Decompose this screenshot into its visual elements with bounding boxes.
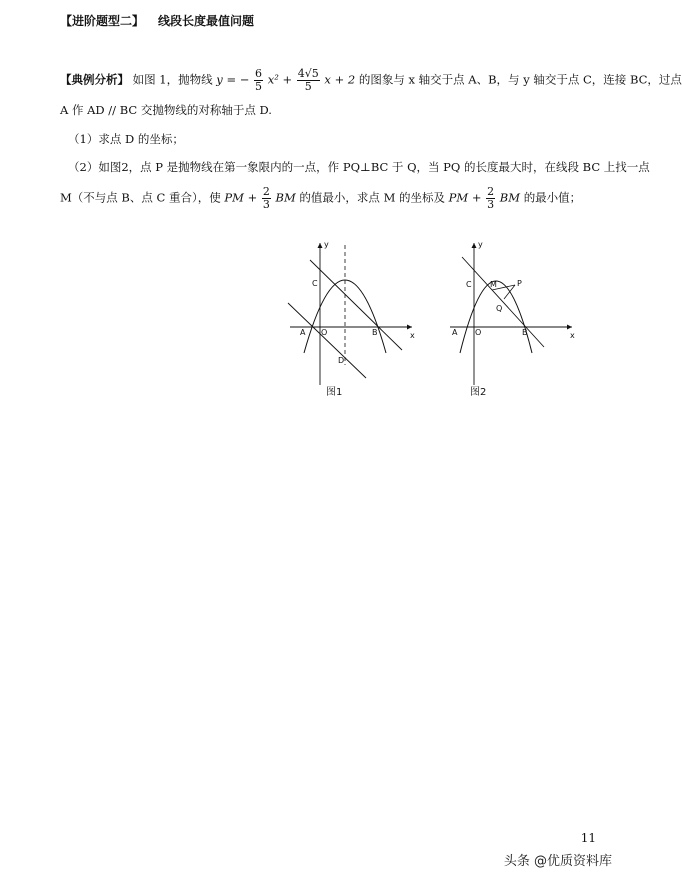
frac-den: 3 <box>262 198 270 211</box>
label-a: A <box>300 328 306 337</box>
expr-pm: PM + <box>224 190 258 205</box>
x-axis-arrow <box>407 325 412 330</box>
y-axis-arrow <box>318 243 323 248</box>
frac-num: 2 <box>487 185 495 198</box>
eq-y: y = − <box>216 72 250 87</box>
eq-tail: x + 2 <box>324 72 356 87</box>
expr-bm: BM <box>275 190 296 205</box>
page-number: 11 <box>580 831 596 845</box>
problem-line-2: A 作 AD // BC 交抛物线的对称轴于点 D. <box>60 103 272 117</box>
frac-den: 3 <box>487 198 495 211</box>
frac-den: 5 <box>255 80 263 93</box>
question-2: （2）如图2，点 P 是抛物线在第一象限内的一点，作 PQ⊥BC 于 Q，当 PQ 的长度最大时，在线段 BC 上找一点 <box>68 160 650 174</box>
figure-2-diagram <box>440 235 580 395</box>
section-header <box>60 12 254 29</box>
q2-part-b: 的值最小，求点 M 的坐标及 <box>299 190 446 205</box>
figure-1-diagram <box>280 235 420 395</box>
label-q: Q <box>496 304 503 313</box>
y-axis-arrow <box>472 243 477 248</box>
label-b: B <box>372 328 378 337</box>
problem-tag: 【典例分析】 <box>60 72 129 87</box>
label-o: O <box>475 328 482 337</box>
fraction-2-3 <box>262 186 271 211</box>
label-c: C <box>466 280 472 289</box>
figure-2-caption: 图2 <box>470 387 487 398</box>
label-m: M <box>490 280 497 289</box>
label-x: x <box>410 331 415 340</box>
expr-bm-2: BM <box>499 190 521 205</box>
label-p: P <box>517 279 522 288</box>
watermark: 头条 @优质资料库 <box>503 854 612 869</box>
fraction-6-5 <box>254 68 263 93</box>
fraction-4sqrt5-5 <box>297 68 320 93</box>
question-2-cont <box>60 186 581 211</box>
label-y: y <box>478 240 483 249</box>
label-y: y <box>324 240 329 249</box>
problem-intro: 如图 1，抛物线 <box>132 72 213 87</box>
expr-pm-2: PM + <box>448 190 482 205</box>
label-d: D <box>338 356 345 365</box>
frac-num: 2 <box>262 185 270 198</box>
q2-part-c: 的最小值； <box>523 190 582 205</box>
frac-num: 4√5 <box>297 67 319 80</box>
problem-line-1-rest: 的图象与 x 轴交于点 A、B，与 y 轴交于点 C，连接 BC，过点 <box>358 72 682 87</box>
figure-1-caption: 图1 <box>326 387 343 398</box>
eq-x2: x² + <box>267 72 293 87</box>
label-a: A <box>452 328 458 337</box>
section-tag: 【进阶题型二】 <box>60 14 145 28</box>
label-b: B <box>522 328 528 337</box>
label-o: O <box>321 328 328 337</box>
section-title: 线段长度最值问题 <box>158 14 255 28</box>
question-1: （1）求点 D 的坐标； <box>68 132 184 146</box>
label-c: C <box>312 279 318 288</box>
line-ad <box>288 303 366 378</box>
problem-line-1 <box>60 68 682 93</box>
parabola <box>460 281 532 353</box>
label-x: x <box>570 331 575 340</box>
frac-num: 6 <box>255 67 263 80</box>
fraction-2-3-b <box>486 186 495 211</box>
q2-part-a: M（不与点 B、点 C 重合），使 <box>60 190 221 205</box>
frac-den: 5 <box>304 80 312 93</box>
x-axis-arrow <box>567 325 572 330</box>
